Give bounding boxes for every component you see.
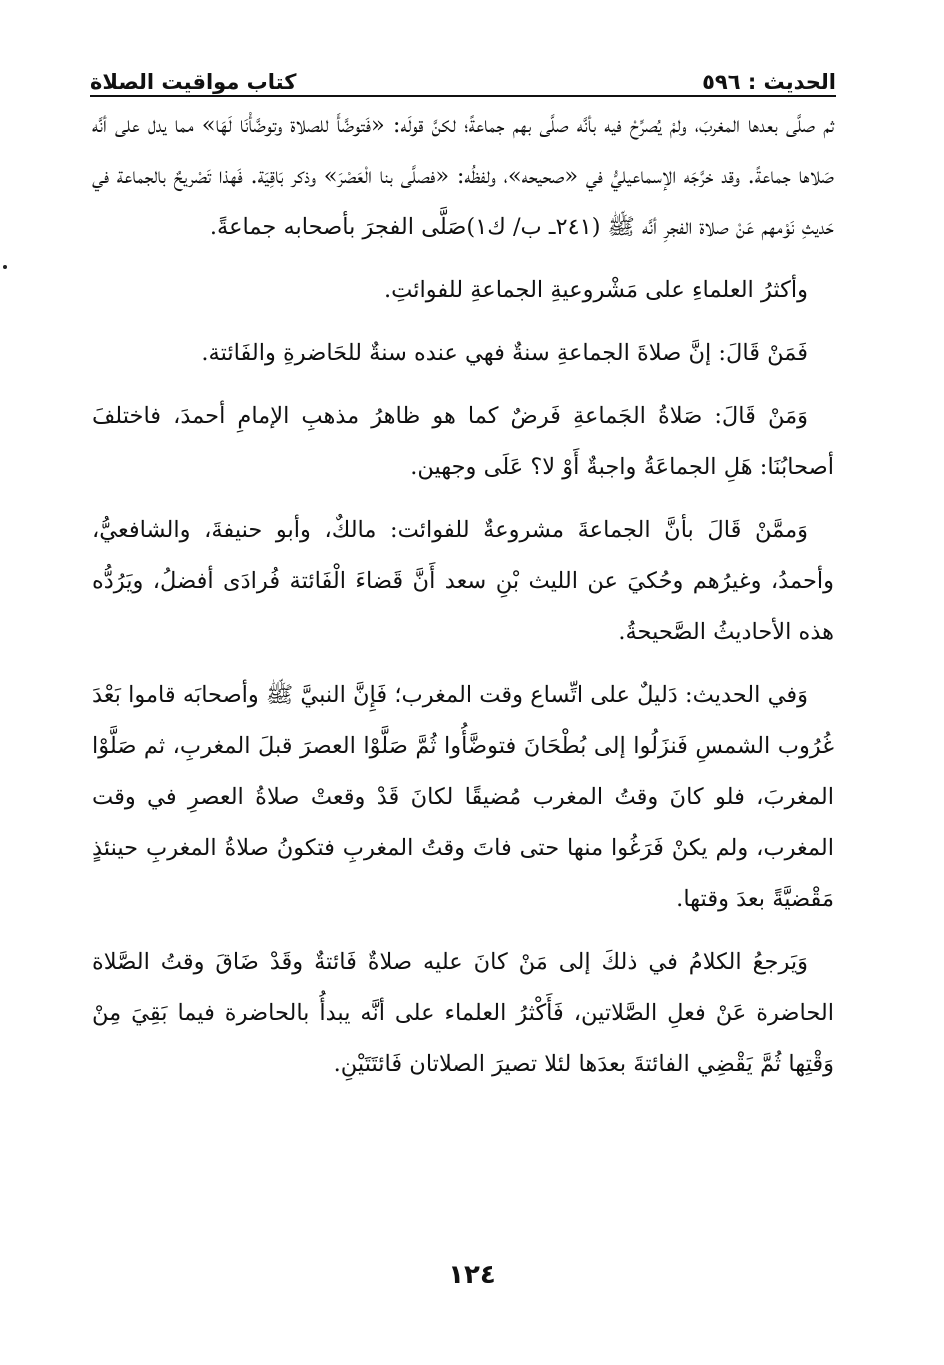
paragraph-3: فَمَنْ قَالَ: إنَّ صلاةَ الجماعةِ سنةٌ فهي عنده سنةٌ للحَاضرةِ والفَائتة.: [201, 340, 808, 366]
paragraph-5: وَممَّنْ قَالَ بأنَّ الجماعةَ مشروعةٌ للفوائت: مالكٌ، وأبو حنيفةَ، والشافعيُّ، وأحمدُ، وغيرُهم وحُكيَ عن الليث بْنِ سعد أَنَّ قَضاءَ الْفَائتة فُرادَى أفضلُ، ويَرُدُّه هذه الأحاديثُ الصَّحيحةُ.: [92, 517, 834, 645]
body-text: [92, 100, 834, 1102]
page-number: ١٢٤: [448, 1260, 496, 1290]
header-rule: [90, 95, 836, 97]
paragraph-6: وَفي الحديث: دَليلٌ على اتِّساع وقت المغرب؛ فَإِنَّ النبيَّ ﷺ وأصحابَه قاموا بَعْدَ غُرُوب الشمسِ فَنزَلُوا إلى بُطْحَانَ فتوضَّأُوا ثُمَّ صَلَّوْا العصرَ قبلَ المغربِ، ثم صَلَّوْا المغربَ، فلو كانَ وقتُ المغرب مُضيقًا لكانَ قَدْ وقعتْ صلاةُ العصرِ في وقت المغرب، ولم يكنْ فَرَغُوا منها حتى فاتَ وقتُ المغربِ فتكونُ صلاةُ المغربِ حينئذٍ مَقْضيَّةً بعدَ وقتها.: [92, 682, 834, 912]
paragraph-1: ثم صلَّى بعدها المغربَ، ولمْ يُصرِّحْ فيه بأنَّه صلَّى بهم جماعةً؛ لكنَّ قولَه: «فَتوضَّأَ للصلاة وتوضَّأْنَا لَهَا» مما يدل على أنَّه صَلاها جماعةً. وقد خرَّجَه الإسماعيليُّ في «صحيحه»، ولفظُه: «فصلَّى بنا الْعَصْرَ» وذكر بَاقِيَة. فَهذا تَصْريحٌ بالجماعة في حَديثِ نَوْمهم عَنْ صلاة الفجرِ أنَّه ﷺ (٢٤١ـ ب/ ك١)صَلَّى الفجرَ بأصحابه جماعةً.: [92, 112, 834, 240]
paragraph-4: وَمَنْ قَالَ: صَلاةُ الجَماعةِ فَرضٌ كما هو ظاهرُ مذهبِ الإمامِ أحمدَ، فاختلفَ أصحابُنَا: هَلِ الجماعَةُ واجبةٌ أَوْ لا؟ عَلَى وجهين.: [92, 403, 834, 480]
paragraph-2: وأكثرُ العلماءِ على مَشْروعيةِ الجماعةِ للفوائتِ.: [383, 277, 808, 303]
running-header: [90, 58, 836, 94]
hadith-reference: الحديث : ٥٩٦: [702, 70, 836, 94]
book-title: كتاب مواقيت الصلاة: [90, 70, 297, 94]
paragraph-7: وَيَرجعُ الكلامُ في ذلكَ إلى مَنْ كانَ عليه صلاةٌ فَائتةٌ وقَدْ ضَاقَ وقتُ الصَّلاة الحاضرة عَنْ فعلِ الصَّلاتين، فَأَكْثرُ العلماء على أنَّه يبدأُ بالحاضرة فيما بَقِيَ مِنْ وَقْتِها ثُمَّ يَقْضِي الفائتةَ بعدَها لئلا تصيرَ الصلاتان فَائتَتَيْنِ.: [92, 949, 834, 1077]
margin-speck: [3, 265, 7, 269]
